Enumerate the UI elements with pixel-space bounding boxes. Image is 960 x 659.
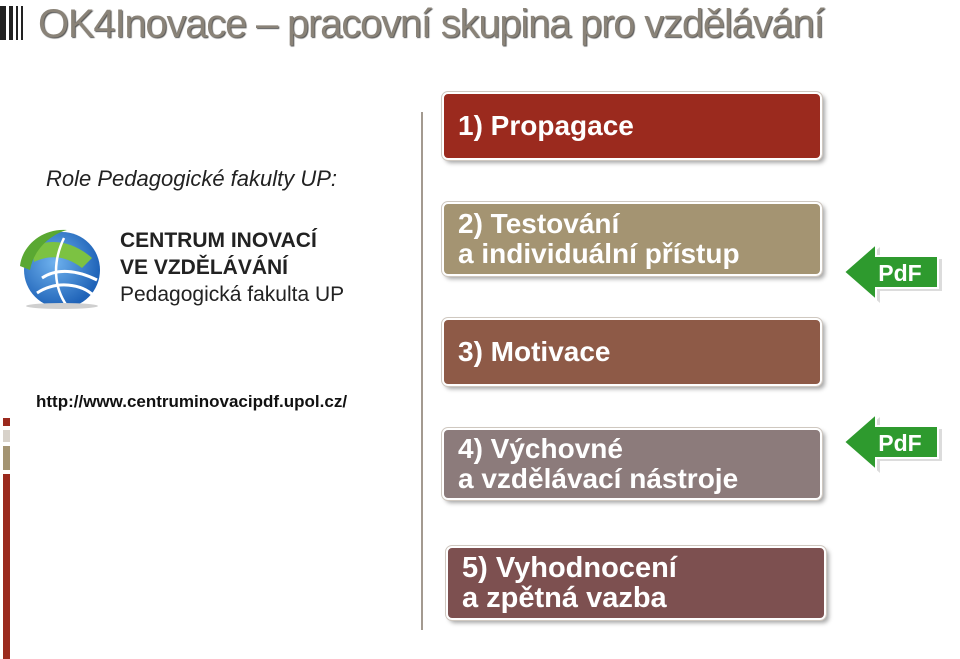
vertical-divider [421, 112, 423, 630]
step-line1: 3) Motivace [458, 336, 611, 367]
step-line2: a vzdělávací nástroje [458, 463, 739, 494]
globe-logo-icon [12, 218, 104, 310]
logo-line1: CENTRUM INOVACÍ [120, 229, 317, 252]
step-box-vyhodnoceni [446, 546, 826, 620]
role-label: Role Pedagogické fakulty UP: [46, 166, 338, 191]
side-accent-bar [0, 418, 10, 659]
step-line1: 1) Propagace [458, 110, 634, 141]
pdf-arrow-icon[interactable] [842, 410, 944, 474]
pdf-arrow-icon[interactable] [842, 240, 944, 304]
logo-text [120, 227, 344, 308]
title-decoration [0, 6, 26, 40]
pdf-label: PdF [878, 430, 922, 456]
slide-title: OK4Inovace – pracovní skupina pro vzdělávání [38, 2, 824, 46]
step-line2: a individuální přístup [458, 238, 740, 269]
step-line1: 2) Testování [458, 208, 620, 239]
step-line1: 5) Vyhodnocení [462, 552, 677, 584]
step-box-propagace [442, 92, 822, 160]
step-box-vychovne [442, 428, 822, 500]
logo-line2: VE VZDĚLÁVÁNÍ [120, 256, 289, 279]
step-line2: a zpětná vazba [462, 582, 667, 614]
logo-line3: Pedagogická fakulta UP [120, 283, 345, 306]
step-box-motivace [442, 318, 822, 386]
step-box-testovani [442, 202, 822, 276]
step-line1: 4) Výchovné [458, 433, 623, 464]
pdf-label: PdF [878, 260, 922, 286]
website-link[interactable]: http://www.centruminovacipdf.upol.cz/ [36, 392, 348, 411]
